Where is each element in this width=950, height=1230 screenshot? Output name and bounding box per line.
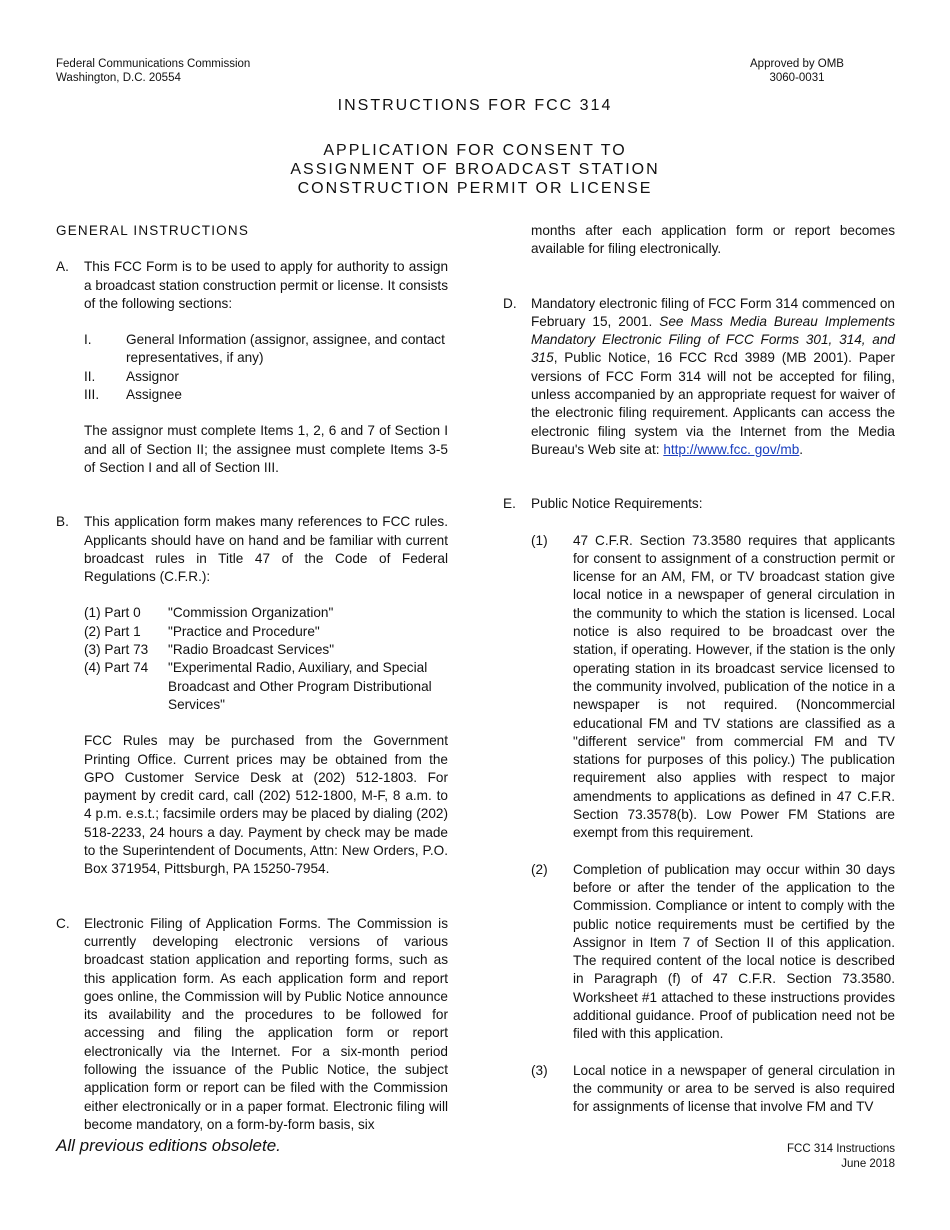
section-c-marker: C.	[56, 915, 70, 931]
form-date: June 2018	[841, 1158, 895, 1170]
section-b-marker: B.	[56, 514, 69, 530]
section-d-marker: D.	[503, 295, 517, 311]
section-e-marker: E.	[503, 496, 516, 512]
right-column	[503, 222, 895, 1152]
list-item: (1) 47 C.F.R. Section 73.3580 requires that applicants for consent to assignment of a construction permit or license for an AM, FM, or TV broadcast station give local notice in a newspaper of general circulation in the community to which the station is licensed. Local notice is also required to be broadcast over the station, if operating. However, if the station is the only operating station in its broadcast service licensed to the community involved, publication of the notice in a newspaper is not required. (Noncommercial educational FM and TV stations are classified as a "different service" from commercial FM and TV stations for purposes of this policy.) The publication requirement also applies with respect to major amendments to applications as defined in 47 C.F.R. Section 73.3578(b). Low Power FM Stations are exempt from this requirement.	[531, 532, 895, 841]
section-b-intro: This application form makes many references to FCC rules. Applicants should have on hand and be familiar with current broadcast rules in Title 47 of the Code of Federal Regulations (C.F.R.):	[84, 514, 448, 585]
agency-header	[56, 57, 250, 85]
list-item: (1) Part 0 "Commission Organization"	[84, 605, 334, 621]
section-c	[56, 915, 448, 1153]
section-a-intro: This FCC Form is to be used to apply for authority to assign a broadcast station construction permit or license. It consists of the following sections:	[84, 259, 448, 311]
list-item: III. Assignee	[84, 387, 182, 403]
document-subtitle	[0, 141, 950, 198]
section-d-text: Mandatory electronic filing of FCC Form 314 commenced on February 15, 2001. See Mass Media Bureau Implements Mandatory Electronic Filing of FCC Forms 301, 314, and 315, Public Notice, 16 FCC Rcd 3989 (MB 2001). Paper versions of FCC Form 314 will not be accepted for filing, unless accompanied by an appropriate request for waiver of the electronic filing requirement. Applicants can access the electronic filing system via the Internet from the Media Bureau's Web site at: http://www.fcc. gov/mb.	[531, 295, 896, 457]
section-c-continued	[503, 222, 895, 277]
list-item: (3) Local notice in a newspaper of general circulation in the community or area to be served is also required for assignments of license that involve FM and TV	[531, 1062, 895, 1115]
list-item: I. General Information (assignor, assignee, and contact representatives, if any)	[84, 332, 445, 366]
general-instructions-heading: GENERAL INSTRUCTIONS	[56, 223, 250, 238]
form-sections-list	[84, 331, 448, 404]
section-a-marker: A.	[56, 259, 69, 275]
obsolete-notice: All previous editions obsolete.	[56, 1136, 281, 1155]
list-item: (2) Part 1 "Practice and Procedure"	[84, 623, 320, 639]
media-bureau-link[interactable]: http://www.fcc. gov/mb	[663, 441, 800, 457]
omb-approval	[742, 57, 852, 85]
form-name: FCC 314 Instructions	[786, 1143, 895, 1155]
section-b-closing: FCC Rules may be purchased from the Government Printing Office. Current prices may be obtained from the GPO Customer Service Desk at (202) 512-1803. For payment by credit card, call (202) 512-1800, M-F, 8 a.m. to 4 p.m. e.s.t.; facsimile orders may be placed by dialing (202) 518-2233, 24 hours a day. Payment by check may be made to the Superintendent of Documents, Attn: New Orders, P.O. Box 371954, Pittsburgh, PA 15250-7954.	[84, 733, 448, 877]
list-item: II. Assignor	[84, 368, 179, 384]
section-c-continued-text: months after each application form or report becomes available for filing electronically.	[531, 223, 895, 257]
left-column	[56, 222, 448, 1170]
cfr-parts-list	[84, 604, 448, 714]
omb-number: 3060-0031	[769, 72, 825, 84]
section-d	[503, 295, 895, 478]
document-title: INSTRUCTIONS FOR FCC 314	[337, 97, 613, 114]
section-e-heading: Public Notice Requirements:	[531, 496, 703, 512]
list-item: (2) Completion of publication may occur within 30 days before or after the tender of the application to the Commission. Compliance or intent to comply with the public notice requirements must be certified by the Assignor in Item 7 of Section II of this application. The required content of the local notice is described in Paragraph (f) of 47 C.F.R. Section 73.3580. Worksheet #1 attached to these instructions provides additional guidance. Proof of publication need not be filed with this application.	[531, 861, 895, 1042]
subtitle-line-1: APPLICATION FOR CONSENT TO	[323, 142, 627, 159]
form-footer	[760, 1142, 895, 1172]
section-c-text: Electronic Filing of Application Forms. The Commission is currently developing electronic versions of various broadcast station application and reporting forms, such as this application form. As each application form and report goes online, the Commission will by Public Notice announce its availability and the procedures to be followed for accessing and filing the application form or report electronically via the Internet. For a six-month period following the issuance of the Public Notice, the subject application form or report can be filed with the Commission either electronically or in a paper format. Electronic filing will become mandatory, on a form-by-form basis, six	[84, 915, 448, 1132]
list-item: (4) Part 74 "Experimental Radio, Auxiliary, and Special Broadcast and Other Program Distributional Services"	[84, 660, 432, 712]
section-e	[503, 495, 895, 1134]
list-item: (3) Part 73 "Radio Broadcast Services"	[84, 642, 335, 658]
section-a	[56, 258, 448, 495]
agency-name: Federal Communications Commission	[56, 58, 251, 70]
agency-address: Washington, D.C. 20554	[56, 72, 181, 84]
section-b	[56, 513, 448, 896]
section-a-closing: The assignor must complete Items 1, 2, 6 and 7 of Section I and all of Section II; the assignee must complete Items 3-5 of Section I and all of Section III.	[84, 423, 448, 475]
omb-label: Approved by OMB	[750, 58, 844, 70]
public-notice-citation: See Mass Media Bureau Implements Mandatory Electronic Filing of FCC Forms 301, 314, and 315	[531, 313, 896, 366]
subtitle-line-3: CONSTRUCTION PERMIT OR LICENSE	[297, 180, 653, 197]
subtitle-line-2: ASSIGNMENT OF BROADCAST STATION	[290, 161, 660, 178]
